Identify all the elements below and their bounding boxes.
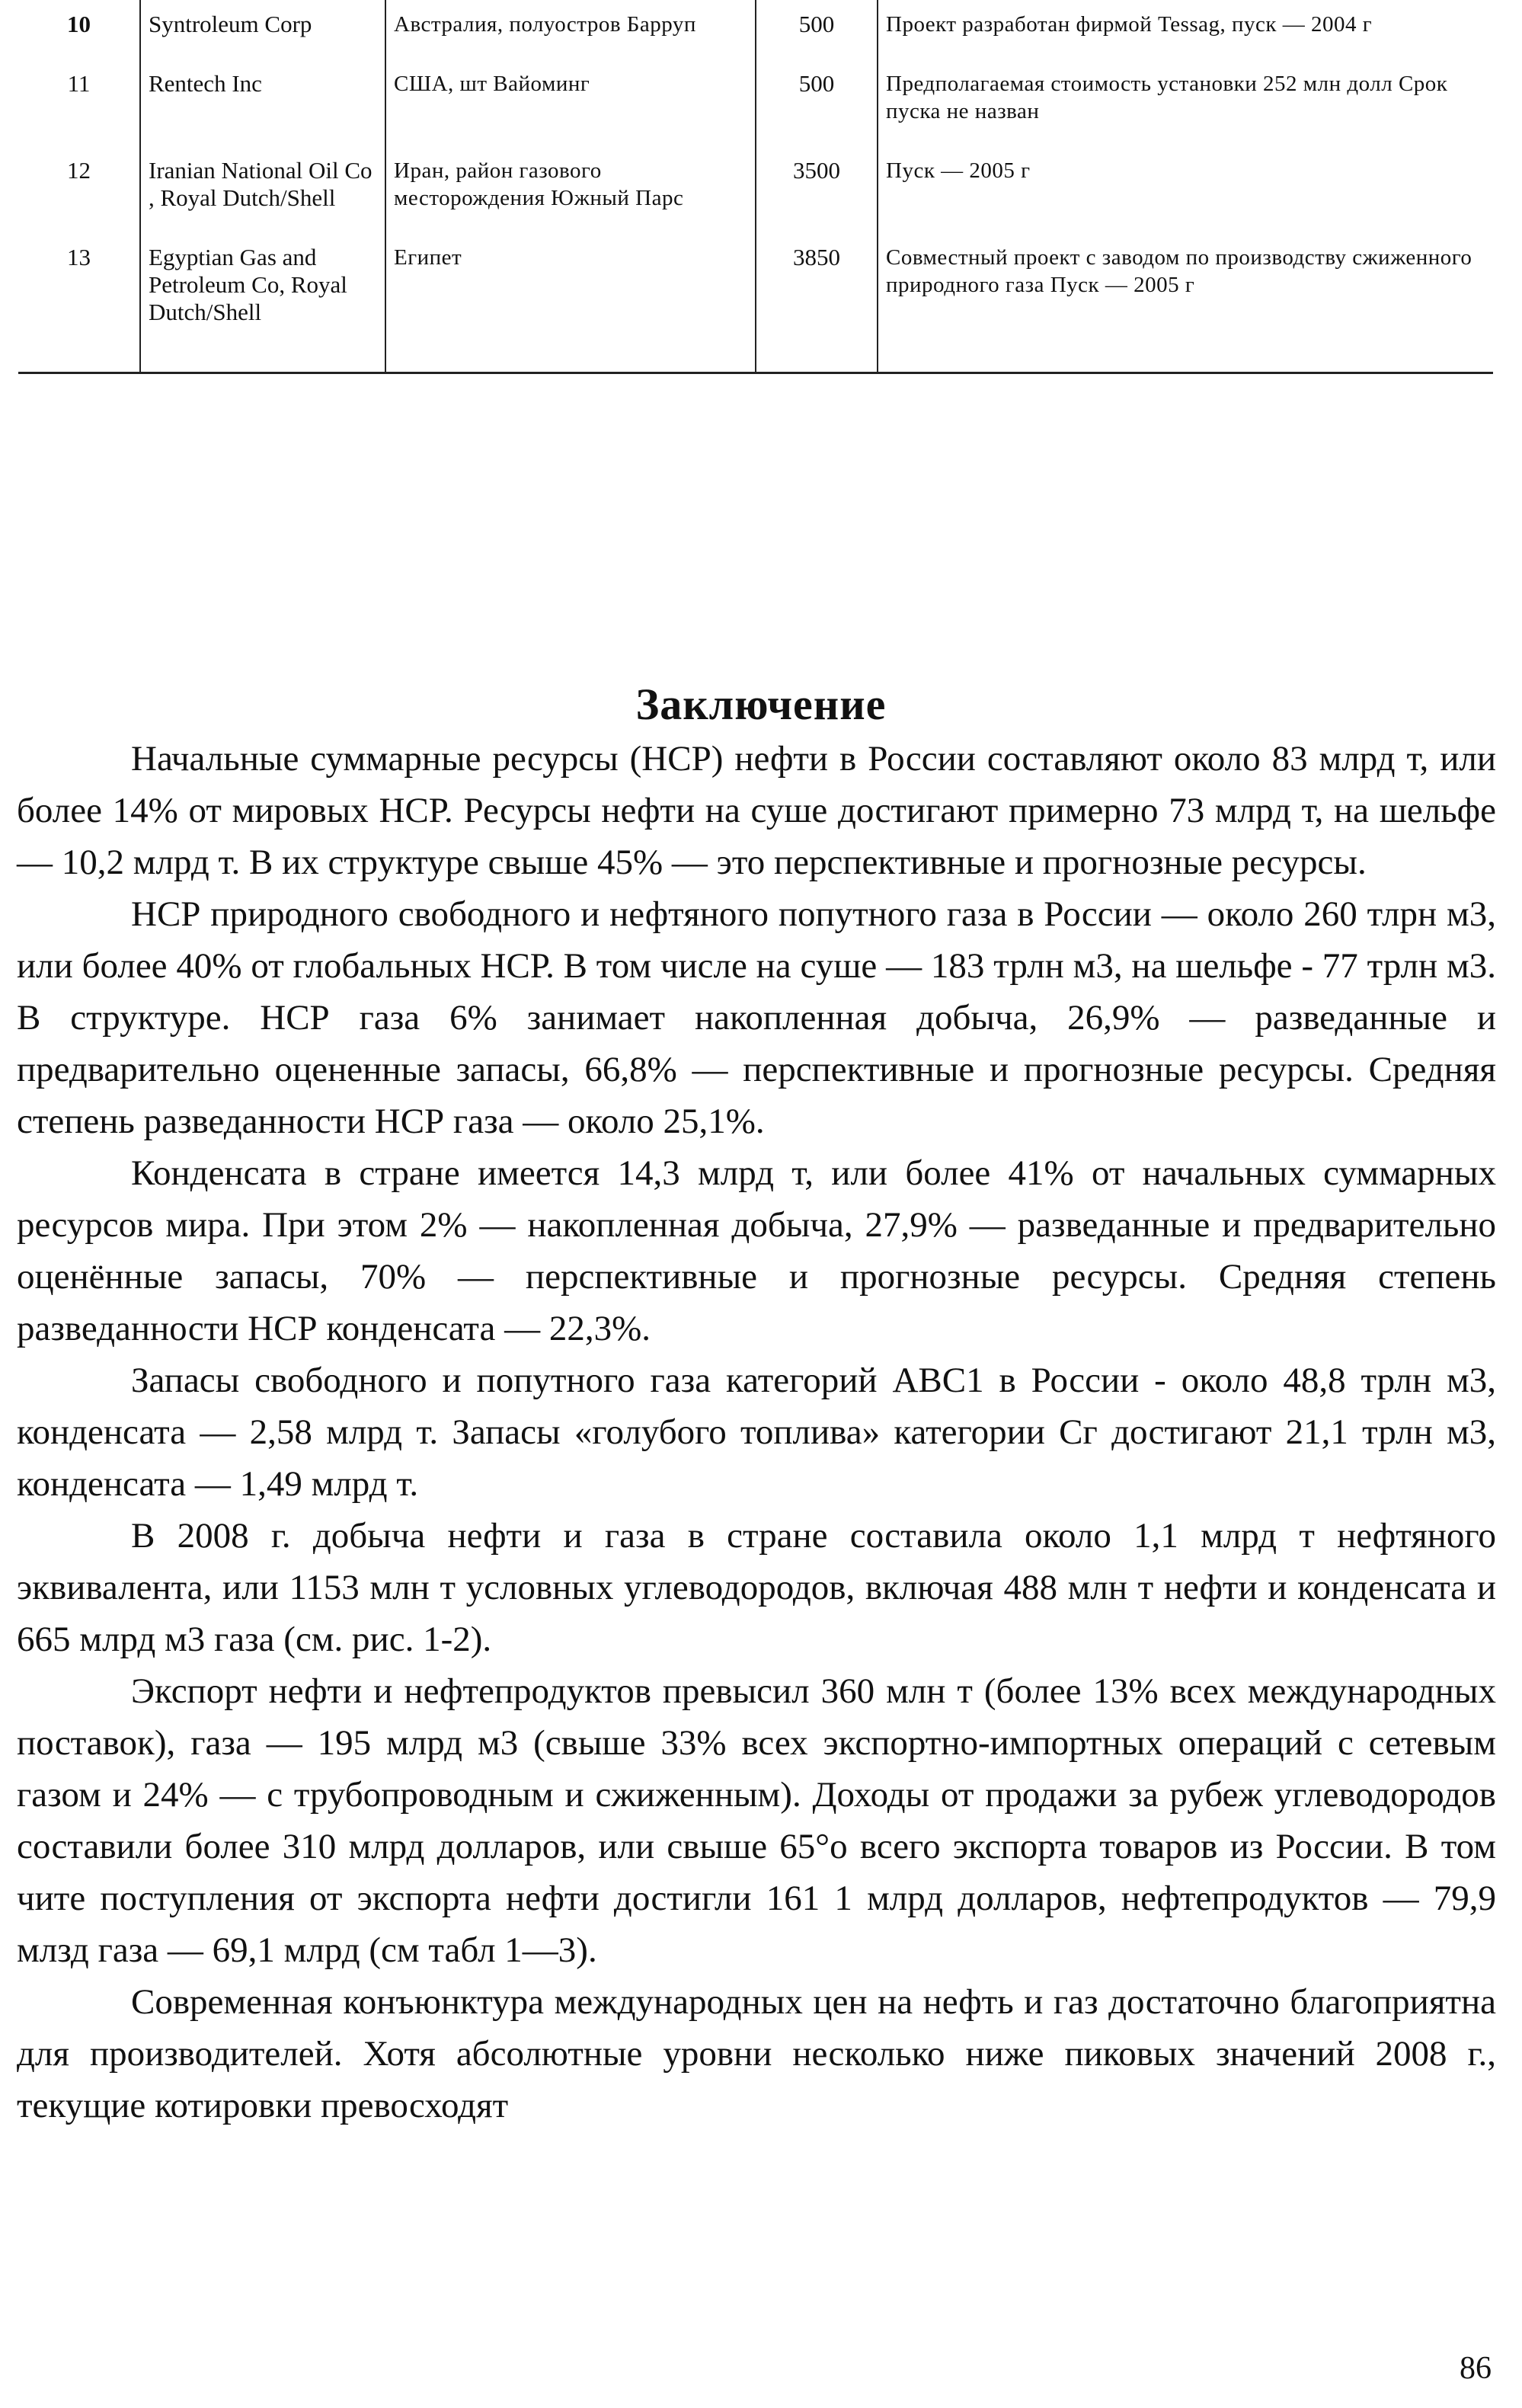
location-cell: Иран, район газового месторождения Южный Парс — [385, 146, 756, 233]
paragraph: Начальные суммарные ресурсы (НСР) нефти в России составляют около 83 млрд т, или более 14% от мировых НСР. Ресурсы нефти на суше достигают примерно 73 млрд т, на шельфе — 10,2 млрд т. В их структуре свыше 45% — это перспективные и прогнозные ресурсы. — [17, 739, 1496, 882]
conclusion-body — [17, 733, 1496, 2131]
capacity-cell: 500 — [756, 0, 878, 59]
paragraph: В 2008 г. добыча нефти и газа в стране составила около 1,1 млрд т нефтяного эквивалента, или 1153 млн т условных углеводородов, включая 488 млн т нефти и конденсата и 665 млрд м3 газа (см. рис. 1-2). — [17, 1516, 1496, 1659]
page-number: 86 — [1460, 2351, 1492, 2386]
row-number: 12 — [18, 146, 140, 233]
location-cell: Австралия, полуостров Барруп — [385, 0, 756, 59]
company-cell: Rentech Inc — [140, 59, 385, 146]
capacity-cell: 3850 — [756, 233, 878, 373]
table-row — [18, 146, 1493, 233]
note-cell: Пуск — 2005 г — [886, 158, 1031, 183]
paragraph: Запасы свободного и попутного газа категорий АВС1 в России - около 48,8 трлн м3, конденсата — 2,58 млрд т. Запасы «голубого топлива» категории Сг достигают 21,1 трлн м3, конденсата — 1,49 млрд т. — [17, 1361, 1496, 1504]
paragraph: Экспорт нефти и нефтепродуктов превысил 360 млн т (более 13% всех международных поставок), газа — 195 млрд м3 (свыше 33% всех экспортно-импортных операций с сетевым газом и 24% — с трубопроводным и сжиженным). Доходы от продажи за рубеж углеводородов составили более 310 млрд долларов, или свыше 65°о всего экспорта товаров из России. В том чите поступления от экспорта нефти достигли 161 1 млрд долларов, нефтепродуктов — 79,9 млзд газа — 69,1 млрд (см табл 1—3). — [17, 1671, 1496, 1970]
company-cell: Egyptian Gas and Petroleum Co, Royal Dutch/Shell — [140, 233, 385, 373]
note-cell: Проект разработан фирмой Tessag, пуск — 2004 г — [886, 12, 1373, 37]
location-cell: США, шт Вайоминг — [385, 59, 756, 146]
capacity-cell: 3500 — [756, 146, 878, 233]
paragraph: Конденсата в стране имеется 14,3 млрд т, или более 41% от начальных суммарных ресурсов мира. При этом 2% — накопленная добыча, 27,9% — разведанные и предварительно оценённые запасы, 70% — перспективные и прогнозные ресурсы. Средняя степень разведанности НСР конденсата — 22,3%. — [17, 1153, 1496, 1348]
note-cell: Совместный проект с заводом по производству сжиженного природного газа Пуск — 2005 г — [878, 233, 1493, 373]
capacity-cell: 500 — [756, 59, 878, 146]
company-cell: Iranian National Oil Co , Royal Dutch/Shell — [140, 146, 385, 233]
paragraph: НСР природного свободного и нефтяного попутного газа в России — около 260 тлрн м3, или более 40% от глобальных НСР. В том числе на суше — 183 трлн м3, на шельфе - 77 трлн м3. В структуре. НСР газа 6% занимает накопленная добыча, 26,9% — разведанные и предварительно оцененные запасы, 66,8% — перспективные и прогнозные ресурсы. Средняя степень разведанности НСР газа — около 25,1%. — [17, 894, 1496, 1141]
table-row — [18, 0, 1493, 59]
note-cell: Предполагаемая стоимость установки 252 млн долл Срок пуска не назван — [886, 72, 1448, 123]
table-row — [18, 233, 1493, 373]
row-number: 11 — [18, 59, 140, 146]
row-number: 10 — [18, 0, 140, 59]
paragraph: Современная конъюнктура международных цен на нефть и газ достаточно благоприятна для производителей. Хотя абсолютные уровни несколько ниже пиковых значений 2008 г., текущие котировки превосходят — [17, 1982, 1496, 2125]
company-cell: Syntroleum Corp — [140, 0, 385, 59]
location-cell: Египет — [385, 233, 756, 373]
section-title: Заключение — [635, 680, 887, 729]
table-row — [18, 59, 1493, 146]
row-number: 13 — [18, 233, 140, 373]
projects-table — [18, 0, 1493, 374]
